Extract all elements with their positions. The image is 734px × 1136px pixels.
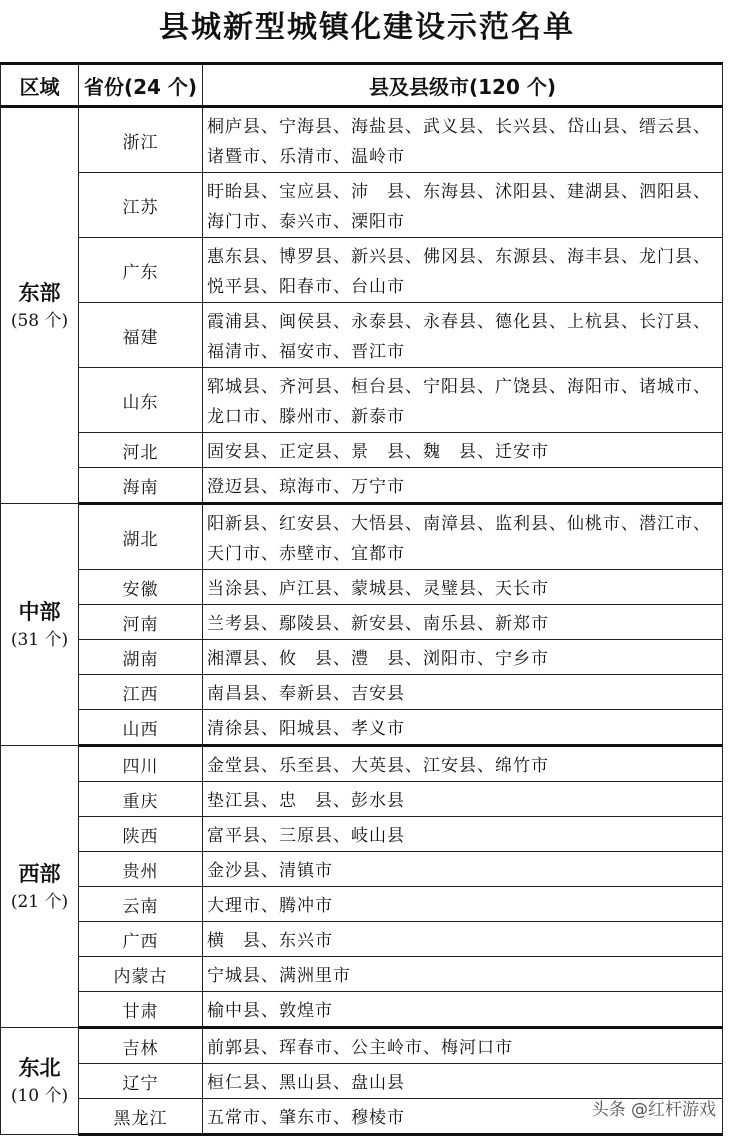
- counties-cell: 桐庐县、宁海县、海盐县、武义县、长兴县、岱山县、缙云县、诸暨市、乐清市、温岭市: [203, 107, 723, 173]
- table-row: [1, 1028, 723, 1064]
- province-cell: 湖南: [79, 640, 203, 675]
- province-cell: 吉林: [79, 1028, 203, 1064]
- demonstration-list-table: [0, 62, 723, 1136]
- region-name: 中部: [18, 599, 61, 624]
- region-cell: [1, 504, 79, 746]
- province-cell: 辽宁: [79, 1064, 203, 1099]
- table-row: [1, 468, 723, 504]
- table-row: [1, 1064, 723, 1099]
- table-row: [1, 368, 723, 433]
- counties-cell: 南昌县、奉新县、吉安县: [203, 675, 723, 710]
- counties-cell: 郓城县、齐河县、桓台县、宁阳县、广饶县、海阳市、诸城市、龙口市、滕州市、新泰市: [203, 368, 723, 433]
- counties-cell: 前郭县、珲春市、公主岭市、梅河口市: [203, 1028, 723, 1064]
- counties-cell: 富平县、三原县、岐山县: [203, 817, 723, 852]
- region-count: (21 个): [10, 891, 69, 912]
- province-cell: 重庆: [79, 782, 203, 817]
- header-counties: 县及县级市(120 个): [203, 64, 723, 107]
- table-row: [1, 640, 723, 675]
- table-row: [1, 887, 723, 922]
- table-row: [1, 173, 723, 238]
- province-cell: 陕西: [79, 817, 203, 852]
- counties-cell: 兰考县、鄢陵县、新安县、南乐县、新郑市: [203, 605, 723, 640]
- counties-cell: 五常市、肇东市、穆棱市: [203, 1099, 723, 1135]
- province-cell: 四川: [79, 746, 203, 782]
- table-header-row: [1, 64, 723, 107]
- table-row: [1, 504, 723, 570]
- watermark: 头条 @红杆游戏: [591, 1100, 716, 1120]
- table-row: [1, 852, 723, 887]
- counties-cell: 当涂县、庐江县、蒙城县、灵璧县、天长市: [203, 570, 723, 605]
- page-title: 县城新型城镇化建设示范名单: [159, 10, 575, 45]
- region-cell: [1, 746, 79, 1028]
- table-row: [1, 605, 723, 640]
- table-row: [1, 922, 723, 957]
- counties-cell: 宁城县、满洲里市: [203, 957, 723, 992]
- province-cell: 安徽: [79, 570, 203, 605]
- province-cell: 江西: [79, 675, 203, 710]
- province-cell: 黑龙江: [79, 1099, 203, 1135]
- table-row: [1, 746, 723, 782]
- province-cell: 山东: [79, 368, 203, 433]
- province-cell: 广西: [79, 922, 203, 957]
- counties-cell: 惠东县、博罗县、新兴县、佛冈县、东源县、海丰县、龙门县、悦平县、阳春市、台山市: [203, 238, 723, 303]
- region-name: 东部: [18, 280, 61, 305]
- table-row: [1, 817, 723, 852]
- table-row: [1, 107, 723, 173]
- province-cell: 广东: [79, 238, 203, 303]
- table-row: [1, 238, 723, 303]
- counties-cell: 横 县、东兴市: [203, 922, 723, 957]
- province-cell: 江苏: [79, 173, 203, 238]
- region-count: (31 个): [10, 629, 69, 650]
- counties-cell: 大理市、腾冲市: [203, 887, 723, 922]
- table-row: [1, 675, 723, 710]
- province-cell: 贵州: [79, 852, 203, 887]
- counties-cell: 垫江县、忠 县、彭水县: [203, 782, 723, 817]
- region-name: 东北: [18, 1056, 61, 1080]
- province-cell: 湖北: [79, 504, 203, 570]
- province-cell: 河南: [79, 605, 203, 640]
- counties-cell: 金沙县、清镇市: [203, 852, 723, 887]
- header-province: 省份(24 个): [79, 64, 203, 107]
- table-row: [1, 303, 723, 368]
- counties-cell: 盱眙县、宝应县、沛 县、东海县、沭阳县、建湖县、泗阳县、海门市、泰兴市、溧阳市: [203, 173, 723, 238]
- counties-cell: 澄迈县、琼海市、万宁市: [203, 468, 723, 504]
- counties-cell: 湘潭县、攸 县、澧 县、浏阳市、宁乡市: [203, 640, 723, 675]
- province-cell: 甘肃: [79, 992, 203, 1028]
- region-cell: [1, 1028, 79, 1135]
- table-row: [1, 570, 723, 605]
- province-cell: 内蒙古: [79, 957, 203, 992]
- table-row: [1, 957, 723, 992]
- table-row: [1, 992, 723, 1028]
- region-count: (10 个): [10, 1086, 69, 1106]
- counties-cell: 金堂县、乐至县、大英县、江安县、绵竹市: [203, 746, 723, 782]
- counties-cell: 霞浦县、闽侯县、永泰县、永春县、德化县、上杭县、长汀县、福清市、福安市、晋江市: [203, 303, 723, 368]
- counties-cell: 固安县、正定县、景 县、魏 县、迁安市: [203, 433, 723, 468]
- counties-cell: 阳新县、红安县、大悟县、南漳县、监利县、仙桃市、潜江市、天门市、赤壁市、宜都市: [203, 504, 723, 570]
- counties-cell: 榆中县、敦煌市: [203, 992, 723, 1028]
- table-row: [1, 782, 723, 817]
- header-region: 区域: [1, 64, 79, 107]
- region-name: 西部: [18, 861, 61, 886]
- counties-cell: 桓仁县、黑山县、盘山县: [203, 1064, 723, 1099]
- table-row: [1, 710, 723, 746]
- province-cell: 云南: [79, 887, 203, 922]
- region-count: (58 个): [10, 310, 69, 331]
- table-row: [1, 433, 723, 468]
- province-cell: 海南: [79, 468, 203, 504]
- counties-cell: 清徐县、阳城县、孝义市: [203, 710, 723, 746]
- province-cell: 河北: [79, 433, 203, 468]
- region-cell: [1, 107, 79, 504]
- province-cell: 山西: [79, 710, 203, 746]
- province-cell: 浙江: [79, 107, 203, 173]
- province-cell: 福建: [79, 303, 203, 368]
